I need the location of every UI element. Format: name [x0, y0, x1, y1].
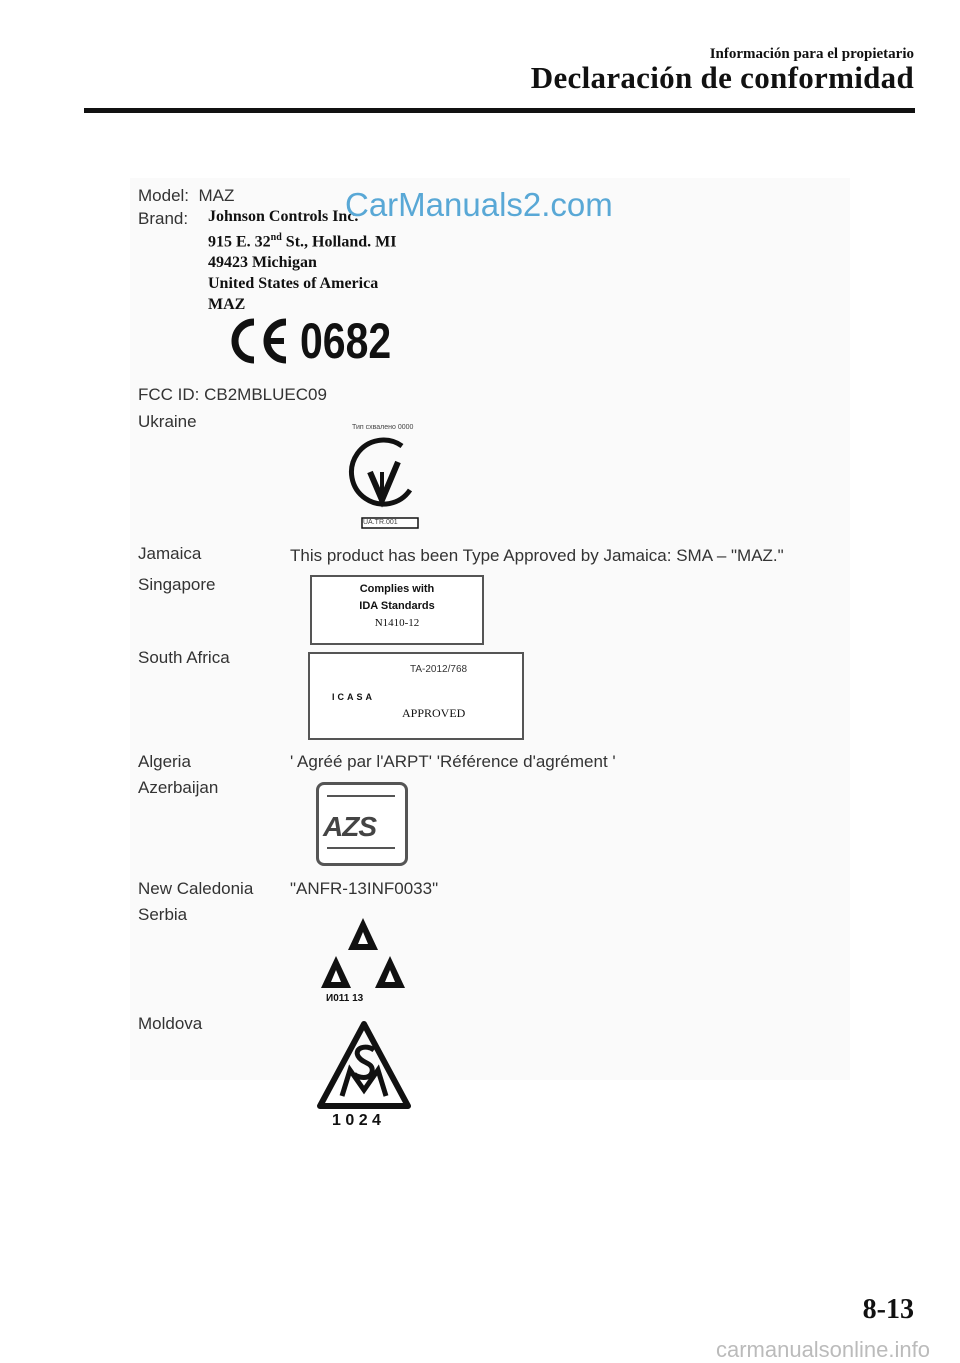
azs-mark: AZS: [316, 782, 408, 866]
azerbaijan-label: Azerbaijan: [138, 778, 219, 797]
moldova-conformity-icon: [316, 1020, 412, 1112]
jamaica-approval-text: This product has been Type Approved by Jamaica: SMA – "MAZ.": [290, 546, 784, 565]
singapore-label: Singapore: [138, 575, 216, 594]
ukraine-mark-bottom: UA.TR.001: [363, 519, 398, 526]
ukraine-conformity-icon: [340, 432, 424, 530]
page-title: Declaración de conformidad: [530, 60, 914, 95]
moldova-code: 1 0 2 4: [332, 1112, 381, 1129]
brand-address: Johnson Controls Inc. 915 E. 32nd St., Holland. MI 49423 Michigan United States of America MAZ: [208, 208, 397, 314]
new-caledonia-label: New Caledonia: [138, 879, 254, 898]
ida-label-box: Complies with IDA Standards N1410-12: [310, 575, 484, 645]
model-label: Model: MAZ: [138, 186, 235, 205]
header-rule: [84, 108, 915, 113]
ukraine-mark-top: Тип схвалено 0000: [352, 424, 414, 431]
notified-body-number: 0682: [300, 313, 392, 369]
ce-mark-icon: [224, 312, 294, 370]
serbia-label: Serbia: [138, 905, 188, 924]
brand-label: Brand:: [138, 209, 189, 228]
moldova-label: Moldova: [138, 1014, 203, 1033]
watermark: CarManuals2.com: [345, 186, 613, 223]
algeria-approval-text: ' Agréé par l'ARPT' 'Référence d'agrément ': [290, 752, 616, 771]
footer-watermark: carmanualsonline.info: [715, 1337, 930, 1362]
fcc-id: FCC ID: CB2MBLUEC09: [138, 385, 327, 404]
new-caledonia-code: "ANFR-13INF0033": [290, 879, 439, 898]
jamaica-label: Jamaica: [138, 544, 202, 563]
icasa-label-box: TA-2012/768 ICASA APPROVED: [308, 652, 524, 740]
section-title: Información para el propietario: [709, 46, 914, 62]
ukraine-label: Ukraine: [138, 412, 197, 431]
algeria-label: Algeria: [138, 752, 191, 771]
page-number: 8-13: [862, 1294, 914, 1325]
serbia-approval-icon: [318, 916, 408, 992]
south-africa-label: South Africa: [138, 648, 230, 667]
serbia-code: И011 13: [326, 993, 364, 1004]
